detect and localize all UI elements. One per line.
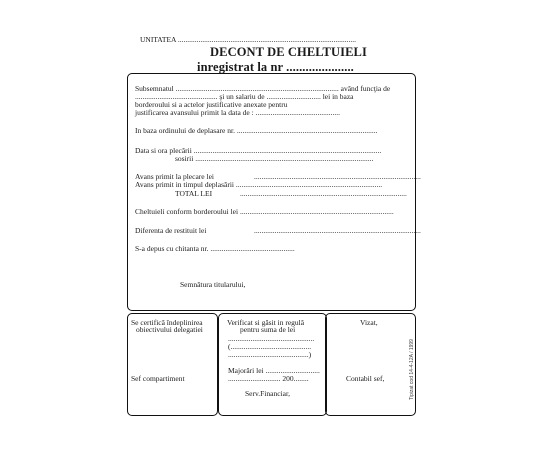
side-form-code: Tipizat cod 14-4-12A / 1999 <box>409 339 415 400</box>
total-lei-dots: ......................................................................................... <box>240 189 407 198</box>
ordin-deplasare-line: In baza ordinului de deplasare nr. ........................................................................... <box>135 126 378 135</box>
sef-compartiment: Sef compartiment <box>131 374 185 383</box>
subsemnatul-line: Subsemnatul ....................................................................................... având funcţia de <box>135 84 391 93</box>
data-plecare-line: Data si ora plecării .................................................................................................... <box>135 146 382 155</box>
certifica-line2: obiectivului delegatiei <box>136 325 203 334</box>
form-title: DECONT DE CHELTUIELI <box>210 45 367 59</box>
verificat-line1: Verificat si găsit in regulă <box>227 318 305 327</box>
registration-line: inregistrat la nr ..................... <box>197 60 354 74</box>
data-sosire-line: sosirii ............................................................................................... <box>175 154 374 163</box>
suma-dots-3: ...........................................) <box>228 350 312 359</box>
majorari-year-line: ............................ 200........ <box>228 374 309 383</box>
total-lei-label: TOTAL LEI <box>175 189 213 198</box>
borderou-line: borderoului si a actelor justificative anexate pentru <box>135 100 288 109</box>
semnatura-titular: Semnătura titularului, <box>180 280 246 289</box>
avans-date-line: justificarea avansului primit la data de : ............................................. <box>135 108 340 117</box>
suma-dots-1: .............................................. <box>228 334 315 343</box>
diferenta-label: Diferenta de restituit lei <box>135 226 207 235</box>
diferenta-dots: ......................................................................................... <box>254 226 421 235</box>
avans-plecare-dots: ......................................................................................... <box>254 172 421 181</box>
serv-financiar: Serv.Financiar, <box>245 389 291 398</box>
verificat-line2: pentru suma de lei <box>240 325 296 334</box>
cheltuieli-line: Cheltuieli conform borderoului lei .................................................................................. <box>135 207 394 216</box>
majorari-line: Majorări lei ............................. <box>228 366 320 375</box>
vizat-label: Vizat, <box>360 318 378 327</box>
unit-line: UNITATEA ............................................................................................... <box>140 35 357 44</box>
footer-right-box <box>325 313 416 416</box>
certifica-line1: Se certifică îndeplinirea <box>131 318 203 327</box>
avans-deplasare-line: Avans primit in timpul deplasării .............................................................................. <box>135 180 383 189</box>
contabil-sef: Contabil sef, <box>346 374 385 383</box>
chitanta-line: S-a depus cu chitanta nr. ............................................. <box>135 244 295 253</box>
salariu-line: ............................................ şi un salariu de ............................. lei in baza <box>135 92 354 101</box>
avans-plecare-label: Avans primit la plecare lei <box>135 172 214 181</box>
suma-dots-2: (........................................... <box>228 342 312 351</box>
